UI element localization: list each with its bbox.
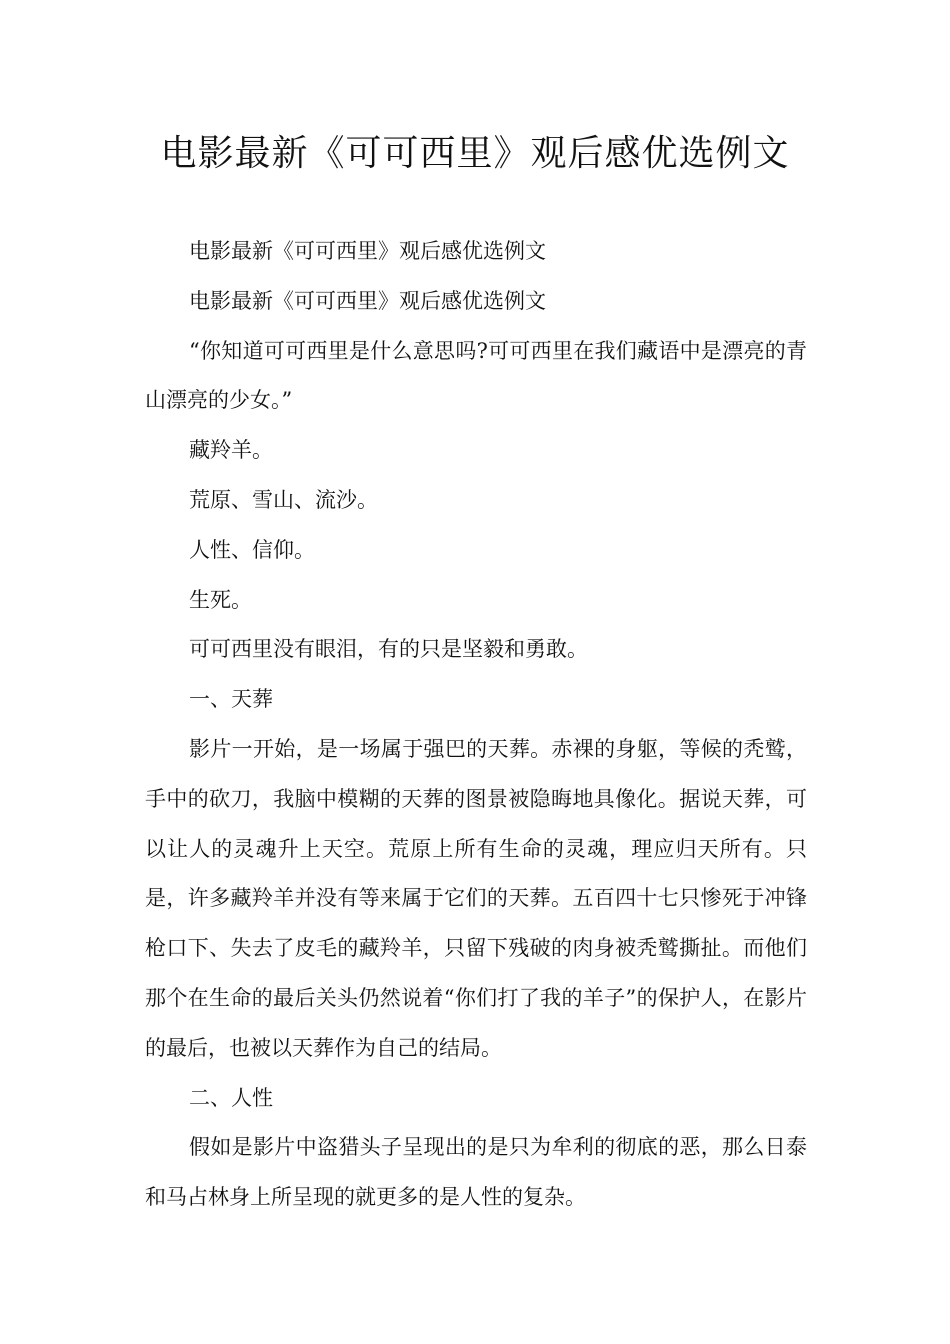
paragraph: 电影最新《可可西里》观后感优选例文 — [189, 239, 546, 263]
section-heading: 二、人性 — [189, 1085, 273, 1110]
section-heading: 一、天葬 — [189, 687, 273, 712]
paragraph: 生死。 — [189, 587, 252, 612]
paragraph: 电影最新《可可西里》观后感优选例文 — [189, 288, 546, 313]
paragraph: 影片一开始，是一场属于强巴的天葬。赤裸的身躯，等候的秃鹫，手中的砍刀，我脑中模糊的天葬的图景被隐晦地具像化。据说天葬，可以让人的灵魂升上天空。荒原上所有生命的灵魂，理应归天所有。只是，许多藏羚羊并没有等来属于它们的天葬。五百四十七只惨死于冲锋枪口下、失去了皮毛的藏羚羊，只留下残破的肉身被秃鹫撕扯。而他们那个在生命的最后关头仍然说着“你们打了我的羊子”的保护人，在影片的最后，也被以天葬作为自己的结局。 — [145, 736, 807, 1060]
paragraph: 人性、信仰。 — [189, 537, 315, 562]
document-title: 电影最新《可可西里》观后感优选例文 — [160, 133, 790, 174]
paragraph: 可可西里没有眼泪，有的只是坚毅和勇敢。 — [189, 637, 588, 662]
paragraph: “你知道可可西里是什么意思吗?可可西里在我们藏语中是漂亮的青山漂亮的少女。” — [145, 338, 807, 413]
paragraph: 藏羚羊。 — [189, 438, 273, 463]
paragraph: 假如是影片中盗猎头子呈现出的是只为牟利的彻底的恶，那么日泰和马占林身上所呈现的就更多的是人性的复杂。 — [145, 1135, 807, 1210]
document-body — [145, 227, 807, 1223]
paragraph: 荒原、雪山、流沙。 — [189, 487, 378, 512]
